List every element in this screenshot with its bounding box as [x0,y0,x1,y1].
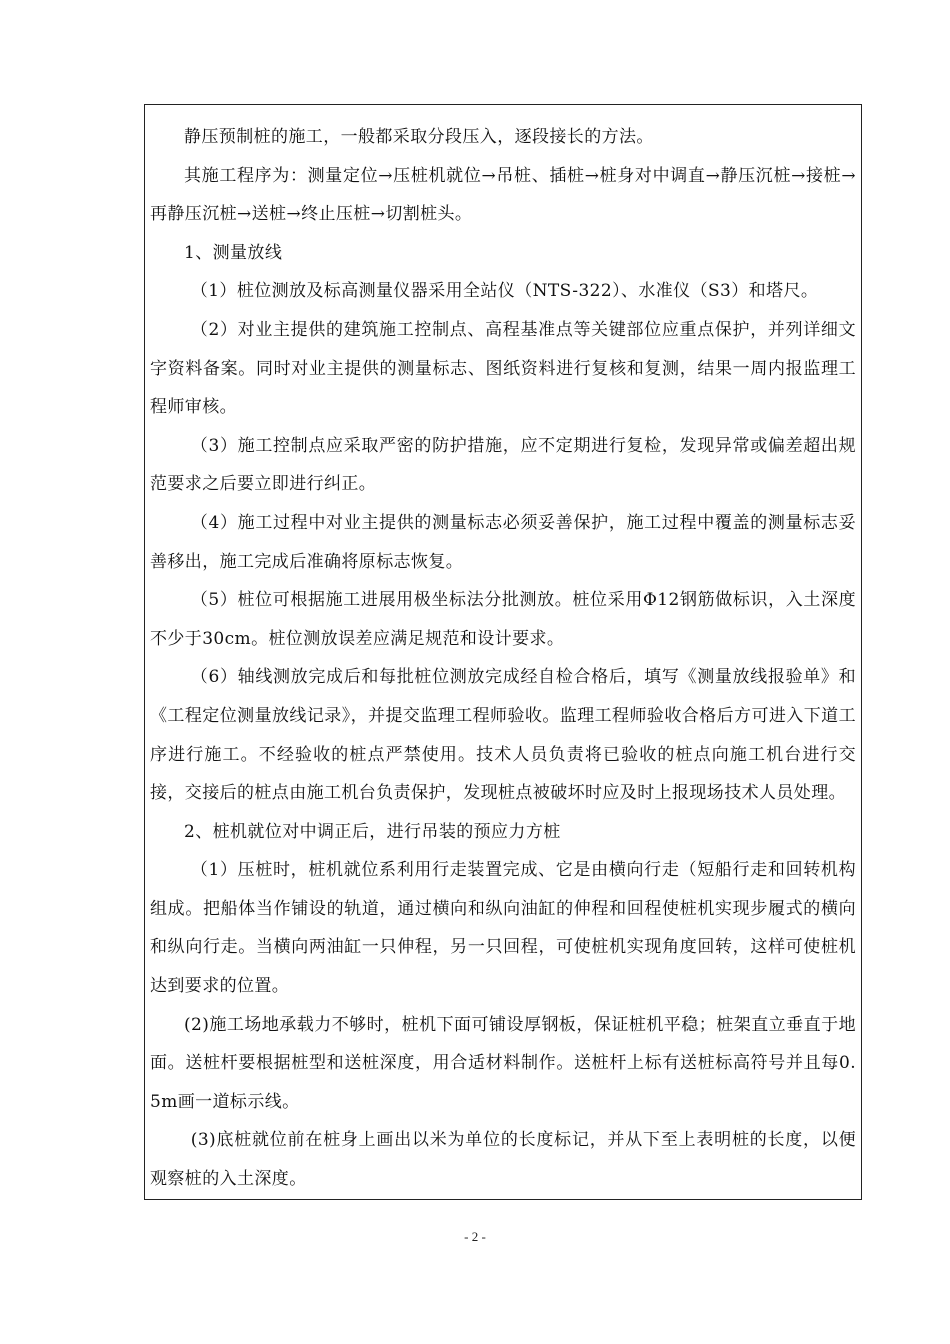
paragraph-survey-6: （6）轴线测放完成后和每批桩位测放完成经自检合格后，填写《测量放线报验单》和《工程定位测量放线记录》，并提交监理工程师验收。监理工程师验收合格后方可进入下道工序进行施工。不经验收的桩点严禁使用。技术人员负责将已验收的桩点向施工机台进行交接，交接后的桩点由施工机台负责保护，发现桩点被破坏时应及时上报现场技术人员处理。 [150,667,856,804]
page-number: - 2 - [464,1229,486,1244]
paragraph-pile-2: (2)施工场地承载力不够时，桩机下面可铺设厚钢板，保证桩机平稳；桩架直立垂直于地面。送桩杆要根据桩型和送桩深度，用合适材料制作。送桩杆上标有送桩标高符号并且每0.5m画一道标示线。 [150,1014,856,1112]
paragraph-procedure: 其施工程序为：测量定位→压桩机就位→吊桩、插桩→桩身对中调直→静压沉桩→接桩→再静压沉桩→送桩→终止压桩→切割桩头。 [150,165,856,225]
paragraph-pile-3: (3)底桩就位前在桩身上画出以米为单位的长度标记，并从下至上表明桩的长度，以便观察桩的入土深度。 [150,1130,856,1190]
paragraph-pile-1: （1）压桩时，桩机就位系利用行走装置完成、它是由横向行走（短船行走和回转机构组成。把船体当作铺设的轨道，通过横向和纵向油缸的伸程和回程使桩机实现步履式的横向和纵向行走。当横向两油缸一只伸程，另一只回程，可使桩机实现角度回转，这样可使桩机达到要求的位置。 [150,860,856,997]
document-body [150,118,856,1199]
paragraph-survey-1: （1）桩位测放及标高测量仪器采用全站仪（NTS-322）、水准仪（S3）和塔尺。 [190,281,819,302]
paragraph-survey-2: （2）对业主提供的建筑施工控制点、高程基准点等关键部位应重点保护，并列详细文字资料备案。同时对业主提供的测量标志、图纸资料进行复核和复测，结果一周内报监理工程师审核。 [150,319,856,418]
paragraph-survey-4: （4）施工过程中对业主提供的测量标志必须妥善保护，施工过程中覆盖的测量标志妥善移出，施工完成后准确将原标志恢复。 [150,512,856,572]
paragraph-intro: 静压预制桩的施工，一般都采取分段压入，逐段接长的方法。 [184,127,654,147]
paragraph-survey-3: （3）施工控制点应采取严密的防护措施，应不定期进行复检，发现异常或偏差超出规范要求之后要立即进行纠正。 [150,435,856,495]
section-heading-survey: 1、测量放线 [184,242,283,263]
section-heading-pile-positioning: 2、桩机就位对中调正后，进行吊装的预应力方桩 [184,821,561,842]
paragraph-survey-5: （5）桩位可根据施工进展用极坐标法分批测放。桩位采用Φ12钢筋做标识，入土深度不少于30cm。桩位测放误差应满足规范和设计要求。 [150,590,856,649]
